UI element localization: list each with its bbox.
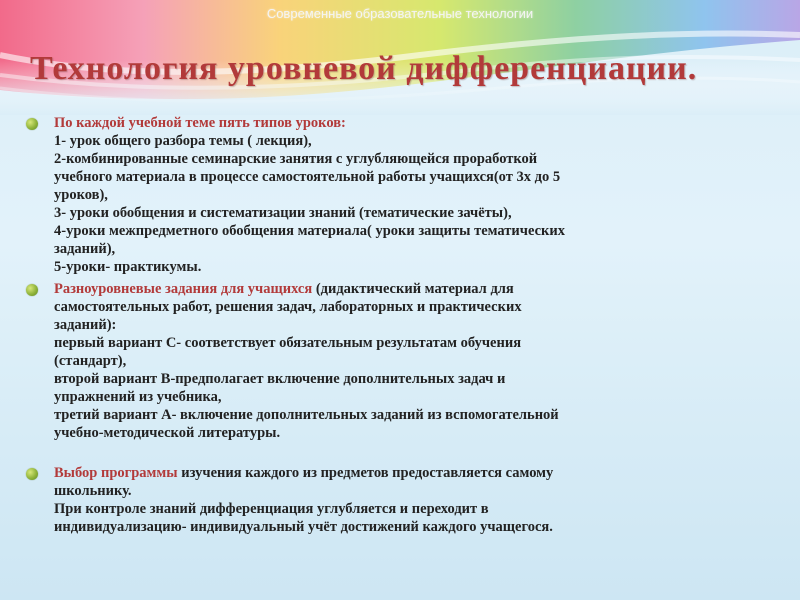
bullet-line: второй вариант В-предполагает включение дополнительных задач и — [54, 371, 506, 387]
bullet-line: 4-уроки межпредметного обобщения материала( уроки защиты тематических — [54, 223, 565, 239]
bullet-multilevel-tasks — [24, 280, 776, 442]
green-dot-icon — [26, 118, 38, 130]
bullet-program-choice — [24, 464, 776, 536]
bullet-lead-rest: изучения каждого из предметов предоставляется самому — [177, 465, 554, 481]
bullet-line: (стандарт), — [54, 353, 127, 369]
bullet-line: уроков), — [54, 187, 108, 203]
bullet-line: заданий), — [54, 241, 116, 257]
bullet-lead-rest: (дидактический материал для — [312, 281, 514, 297]
slide-title: Технология уровневой дифференциации. — [30, 50, 698, 87]
bullet-line: 1- урок общего разбора темы ( лекция), — [54, 133, 312, 149]
bullet-line: заданий): — [54, 317, 117, 333]
slide-header: Современные образовательные технологии — [266, 6, 534, 21]
bullet-first-line — [54, 280, 776, 298]
bullet-lead: По каждой учебной теме пять типов уроков: — [54, 115, 346, 131]
green-dot-icon — [26, 468, 38, 480]
bullet-lesson-types — [24, 114, 776, 276]
bullet-line: При контроле знаний дифференциация углубляется и переходит в — [54, 501, 489, 517]
bullet-lead: Выбор программы — [54, 465, 178, 481]
bullet-line: третий вариант А- включение дополнительных заданий из вспомогательной — [54, 407, 559, 423]
bullet-line: 2-комбинированные семинарские занятия с углубляющейся проработкой — [54, 151, 538, 167]
bullet-line: учебно-методической литературы. — [54, 425, 281, 441]
bullet-line: учебного материала в процессе самостоятельной работы учащихся(от 3х до 5 — [54, 169, 561, 185]
bullet-line: индивидуализацию- индивидуальный учёт достижений каждого учащегося. — [54, 519, 553, 535]
bullet-line: 5-уроки- практикумы. — [54, 259, 202, 275]
slide-content — [24, 114, 776, 536]
bullet-lead: Разноуровневые задания для учащихся — [54, 281, 313, 297]
bullet-line: самостоятельных работ, решения задач, лабораторных и практических — [54, 299, 522, 315]
bullet-line: упражнений из учебника, — [54, 389, 222, 405]
bullet-first-line — [54, 464, 776, 482]
green-dot-icon — [26, 284, 38, 296]
bullet-line: школьнику. — [54, 483, 132, 499]
bullet-line: первый вариант С- соответствует обязательным результатам обучения — [54, 335, 522, 351]
bullet-line: 3- уроки обобщения и систематизации знаний (тематические зачёты), — [54, 205, 512, 221]
